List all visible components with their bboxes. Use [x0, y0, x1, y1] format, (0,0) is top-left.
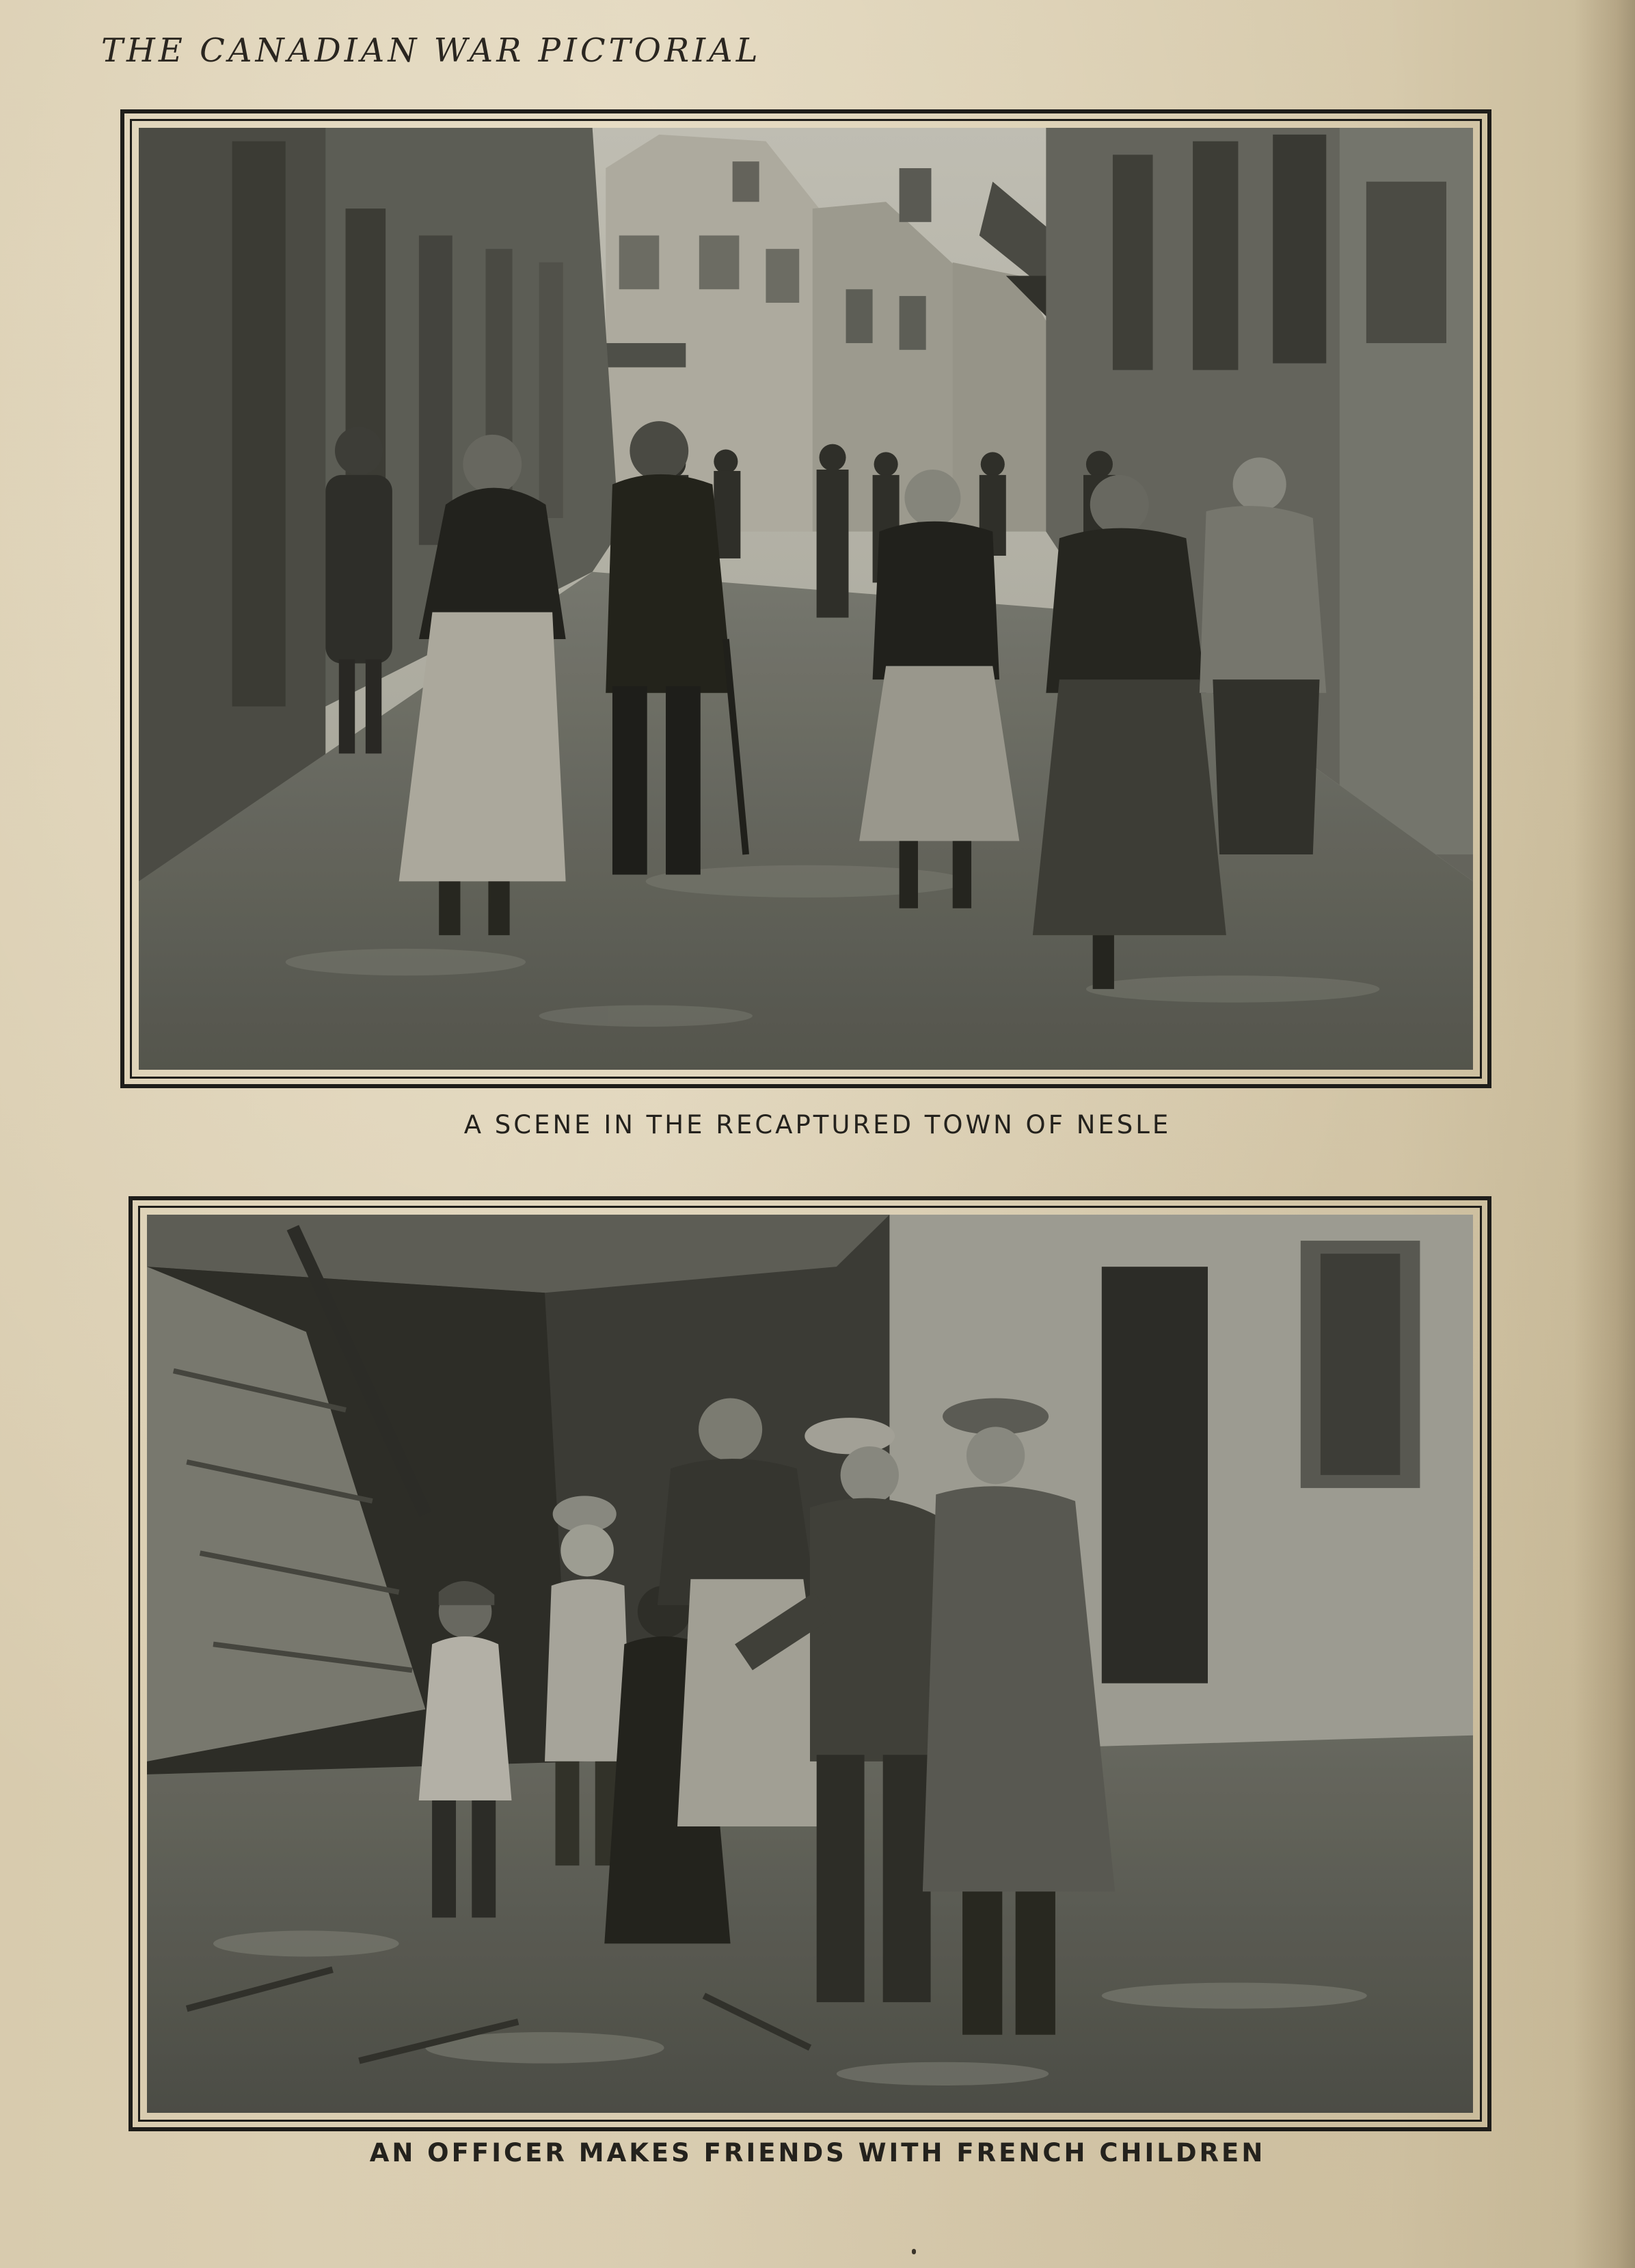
nesle-street-illustration: [139, 128, 1473, 1070]
photo-frame-inner-rule: [138, 1206, 1482, 2122]
photo-caption-nesle: A SCENE IN THE RECAPTURED TOWN OF NESLE: [463, 1110, 1172, 1139]
running-header: THE CANADIAN WAR PICTORIAL: [101, 31, 761, 70]
photo-officer-with-children: [147, 1215, 1473, 2113]
photo-frame-officer: [129, 1196, 1491, 2131]
photo-frame-nesle: [120, 109, 1491, 1088]
photo-nesle-street-scene: [139, 128, 1473, 1070]
photo-caption-officer: AN OFFICER MAKES FRIENDS WITH FRENCH CHILDREN: [369, 2138, 1266, 2168]
print-speck: [912, 2249, 916, 2254]
photo-frame-inner-rule: [130, 119, 1482, 1079]
officer-children-illustration: [147, 1215, 1473, 2113]
